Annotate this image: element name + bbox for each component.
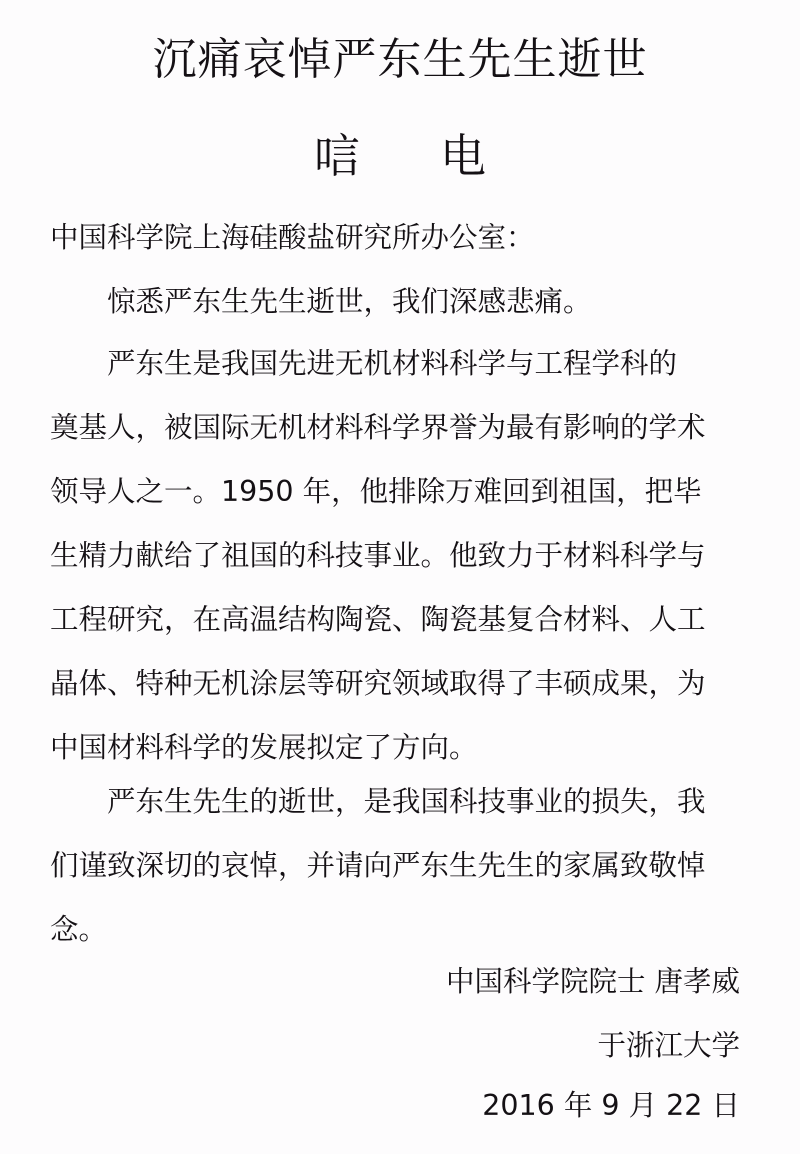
paragraph-2-line: 工程研究，在高温结构陶瓷、陶瓷基复合材料、人工 bbox=[50, 603, 706, 636]
paragraph-3-line: 们谨致深切的哀悼，并请向严东生先生的家属致敬悼 bbox=[50, 849, 706, 882]
paragraph-3-line: 严东生先生的逝世，是我国科技事业的损失，我 bbox=[107, 785, 706, 818]
paragraph-2-line: 生精力献给了祖国的科技事业。他致力于材料科学与 bbox=[50, 539, 706, 572]
paragraph-2 bbox=[50, 332, 770, 780]
signature-place: 于浙江大学 bbox=[597, 1029, 740, 1062]
paragraph-2-line: 中国材料科学的发展拟定了方向。 bbox=[50, 731, 478, 764]
paragraph-2-line: 严东生是我国先进无机材料科学与工程学科的 bbox=[107, 347, 678, 380]
paragraph-3-line: 念。 bbox=[50, 913, 108, 946]
paragraph-2-line: 奠基人，被国际无机材料科学界誉为最有影响的学术 bbox=[50, 411, 706, 444]
signature-date: 2016 年 9 月 22 日 bbox=[482, 1089, 740, 1122]
signature-name: 中国科学院院士 唐孝威 bbox=[445, 965, 740, 998]
salutation: 中国科学院上海硅酸盐研究所办公室： bbox=[50, 221, 535, 254]
document-title: 沉痛哀悼严东生先生逝世 bbox=[152, 34, 648, 85]
document-subtitle: 唁电 bbox=[314, 129, 566, 183]
paragraph-1: 惊悉严东生先生逝世，我们深感悲痛。 bbox=[107, 285, 592, 318]
paragraph-2-line: 领导人之一。1950 年，他排除万难回到祖国，把毕 bbox=[50, 475, 702, 508]
paragraph-3 bbox=[50, 770, 770, 962]
paragraph-2-line: 晶体、特种无机涂层等研究领域取得了丰硕成果，为 bbox=[50, 667, 706, 700]
